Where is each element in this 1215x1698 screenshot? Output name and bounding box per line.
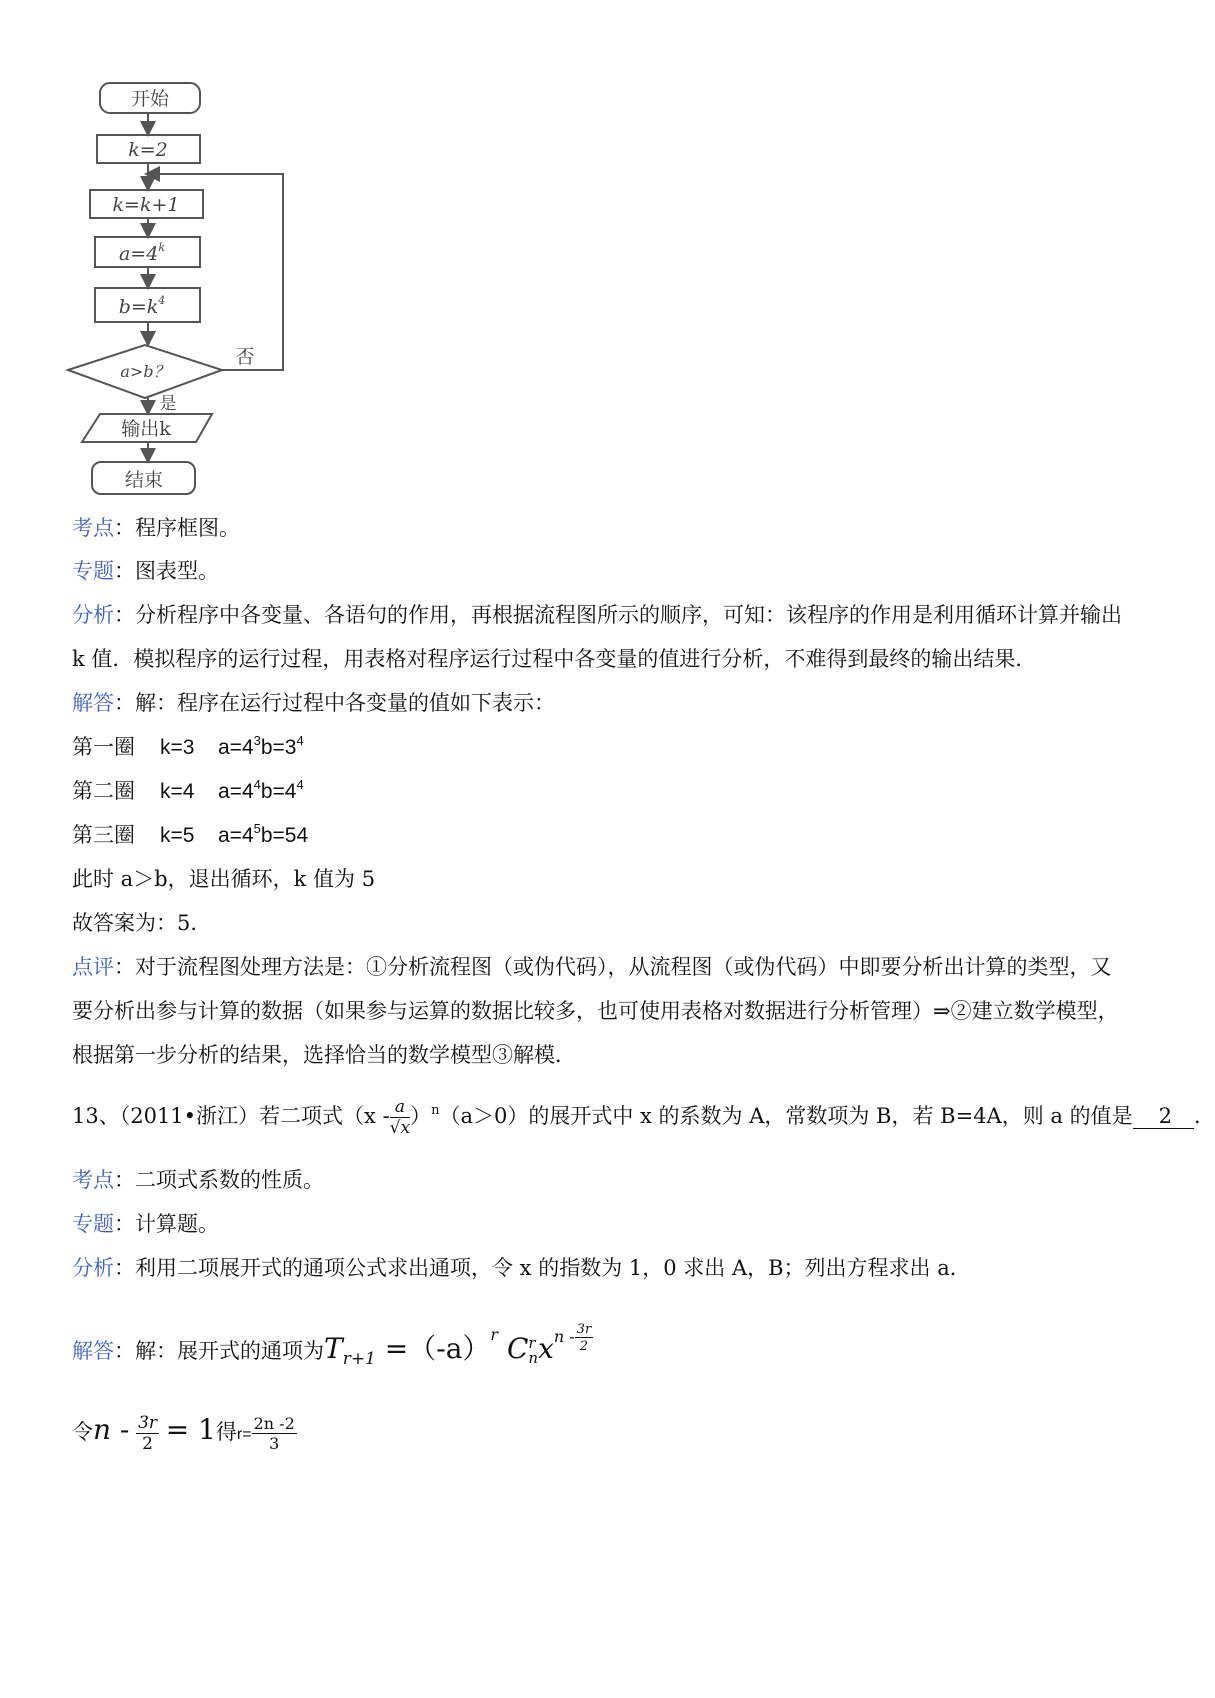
flow-step2-text: $a=4^k$ xyxy=(118,241,166,265)
q13-fenxi: 分析：利用二项展开式的通项公式求出通项，令 x 的指数为 1，0 求出 A，B；列出方程求出 a． xyxy=(72,1256,971,1280)
flowchart xyxy=(60,80,320,540)
q12-row-3: 第三圈 k=5 $a=4^5b=54$ xyxy=(72,821,309,847)
q12-row-2: 第二圈 k=4 $a=4^4b=4^4$ xyxy=(72,777,304,803)
q13-equation: 令n - $\frac{3r}{2}$ = 1得r= $\frac{2n -2}{3}$ xyxy=(72,1412,295,1454)
flow-yes-label: 是 xyxy=(159,394,177,414)
flow-output-text: 输出k xyxy=(121,418,171,440)
q12-dianping-3: 根据第一步分析的结果，选择恰当的数学模型③解模． xyxy=(72,1043,576,1067)
flow-step1-text: k=k+1 xyxy=(112,194,180,216)
q13-stem-fraction: $\frac{a}{√x}$ xyxy=(389,1096,411,1138)
q13-general-term: $T_{r+1} =(-a)^r$ C r n $x^{n - \frac{3r}{2}}$ xyxy=(324,1321,592,1369)
q13-stem: 13、（2011•浙江）若二项式（x - $\frac{a}{√x}$ ）$^n$（a＞0）的展开式中 x 的系数为 A，常数项为 B，若 B=4A，则 a 的值是 2 ． xyxy=(72,1096,1215,1138)
flow-decision-text: a>b？ xyxy=(120,362,170,381)
q13-zhuanti: 专题：计算题。 xyxy=(72,1212,219,1236)
q12-fenxi-1: 分析：分析程序中各变量、各语句的作用，再根据流程图所示的顺序，可知：该程序的作用是利用循环计算并输出 xyxy=(72,603,1122,627)
q12-fenxi-2: k 值．模拟程序的运行过程，用表格对程序运行过程中各变量的值进行分析，不难得到最终的输出结果． xyxy=(72,647,1037,671)
q13-jieda: 解答：解：展开式的通项为$T_{r+1} =(-a)^r$ C r n $x^{n - \frac{3r}{2}}$ xyxy=(72,1321,592,1369)
q12-answer: 故答案为：5． xyxy=(72,911,212,935)
q13-answer-blank: 2 xyxy=(1133,1104,1194,1129)
q12-row-1: 第一圈 k=3 $a=4^3b=3^4$ xyxy=(72,733,304,759)
flow-init-text: k=2 xyxy=(128,139,168,161)
q12-conclusion: 此时 a＞b，退出循环，k 值为 5 xyxy=(72,867,376,891)
q13-kaodian: 考点：二项式系数的性质。 xyxy=(72,1168,324,1192)
flow-end-text: 结束 xyxy=(124,469,164,491)
flow-start-text: 开始 xyxy=(130,88,170,110)
q12-dianping-2: 要分析出参与计算的数据（如果参与运算的数据比较多，也可使用表格对数据进行分析管理）⇒②建立数学模型， xyxy=(72,999,1119,1023)
q12-jieda: 解答：解：程序在运行过程中各变量的值如下表示： xyxy=(72,691,555,715)
q12-dianping-1: 点评：对于流程图处理方法是：①分析流程图（或伪代码），从流程图（或伪代码）中即要分析出计算的类型，又 xyxy=(72,955,1112,979)
q12-kaodian: 考点：程序框图。 xyxy=(72,516,240,540)
flow-step3-text: $b=k^4$ xyxy=(118,294,166,318)
q12-zhuanti: 专题：图表型。 xyxy=(72,559,219,583)
flow-no-label: 否 xyxy=(235,346,255,368)
